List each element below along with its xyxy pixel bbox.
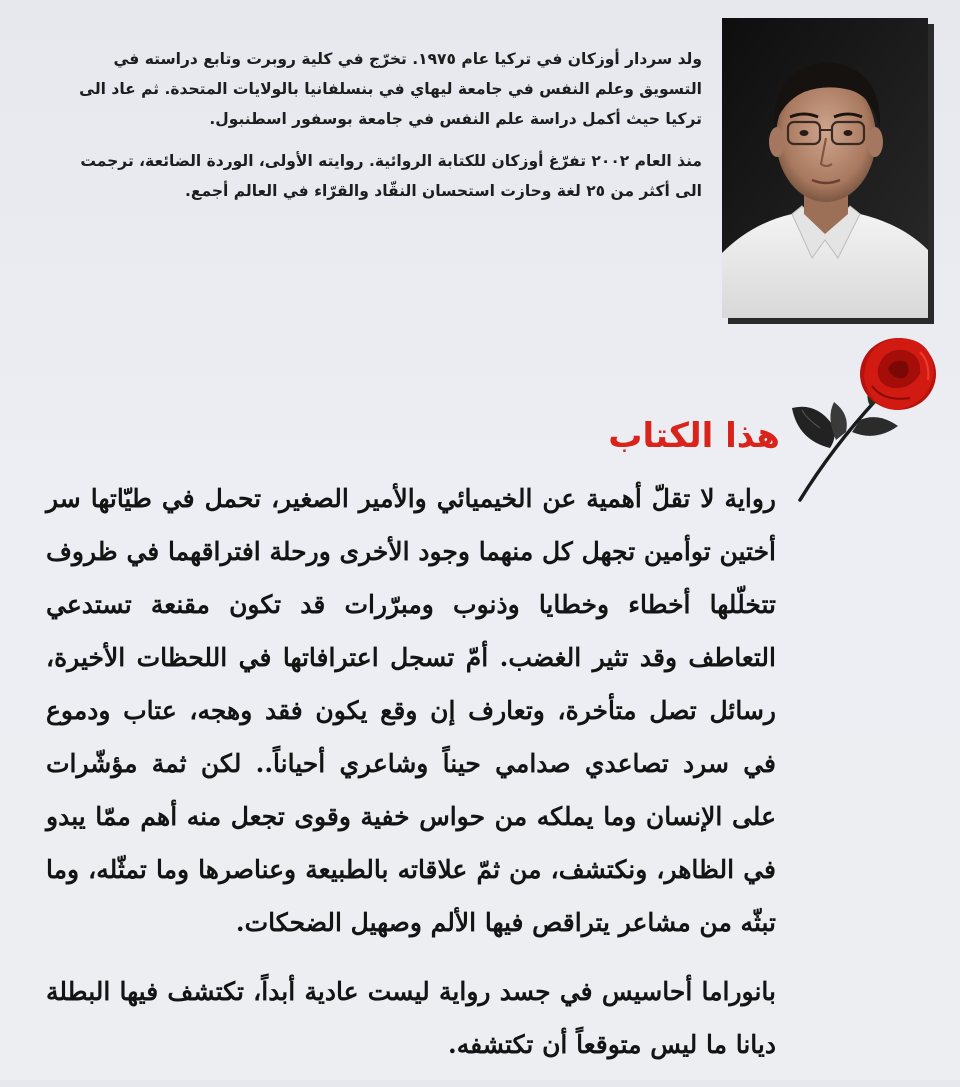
book-description-paragraph: بانوراما أحاسيس في جسد رواية ليست عادية أبداً، تكتشف فيها البطلة ديانا ما ليس متوقعاً أن تكتشفه.: [46, 977, 776, 1059]
author-photo-image: [722, 18, 928, 318]
book-description: [46, 472, 776, 1087]
book-description-paragraph: رواية لا تقلّ أهمية عن الخيميائي والأمير الصغير، تحمل في طيّاتها سر أختين توأمين تجهل كل منهما وجود الأخرى ورحلة افتراقهما في ظروف تتخلّلها أخطاء وخطايا وذنوب ومبرّرات قد تكون مقنعة تستدعي التعاطف وقد تثير الغضب. أمّ تسجل اعترافاتها في اللحظات الأخيرة، رسائل تصل متأخرة، وتعارف إن وقع يكون فقد وهجه، عتاب ودموع في سرد تصاعدي صدامي حيناً وشاعري أحياناً.. لكن ثمة مؤشّرات على الإنسان وما يملكه من حواس خفية وقوى تجعل منه أهم ممّا يبدو في الظاهر، ونكتشف، من ثمّ علاقاته بالطبيعة وعناصرها وما تمثّله، وما تبثّه من مشاعر يتراقص فيها الألم وصهيل الضحكات.: [46, 484, 776, 937]
author-bio: [60, 44, 702, 218]
author-bio-paragraph: منذ العام ٢٠٠٢ تفرّغ أوزكان للكتابة الروائية. روايته الأولى، الوردة الضائعة، ترجمت الى أكثر من ٢٥ لغة وحازت استحسان النقّاد والقرّاء في العالم أجمع.: [80, 152, 702, 200]
author-photo: [722, 18, 928, 318]
rose-icon: [780, 328, 940, 508]
author-bio-paragraph: ولد سردار أوزكان في تركيا عام ١٩٧٥. تخرّج في كلية روبرت وتابع دراسته في التسويق وعلم النفس في جامعة ليهاي في بنسلفانيا بالولايات المتحدة. ثم عاد الى تركيا حيث أكمل دراسة علم النفس في جامعة بوسفور اسطنبول.: [79, 50, 702, 128]
section-title: هذا الكتاب: [608, 416, 780, 456]
